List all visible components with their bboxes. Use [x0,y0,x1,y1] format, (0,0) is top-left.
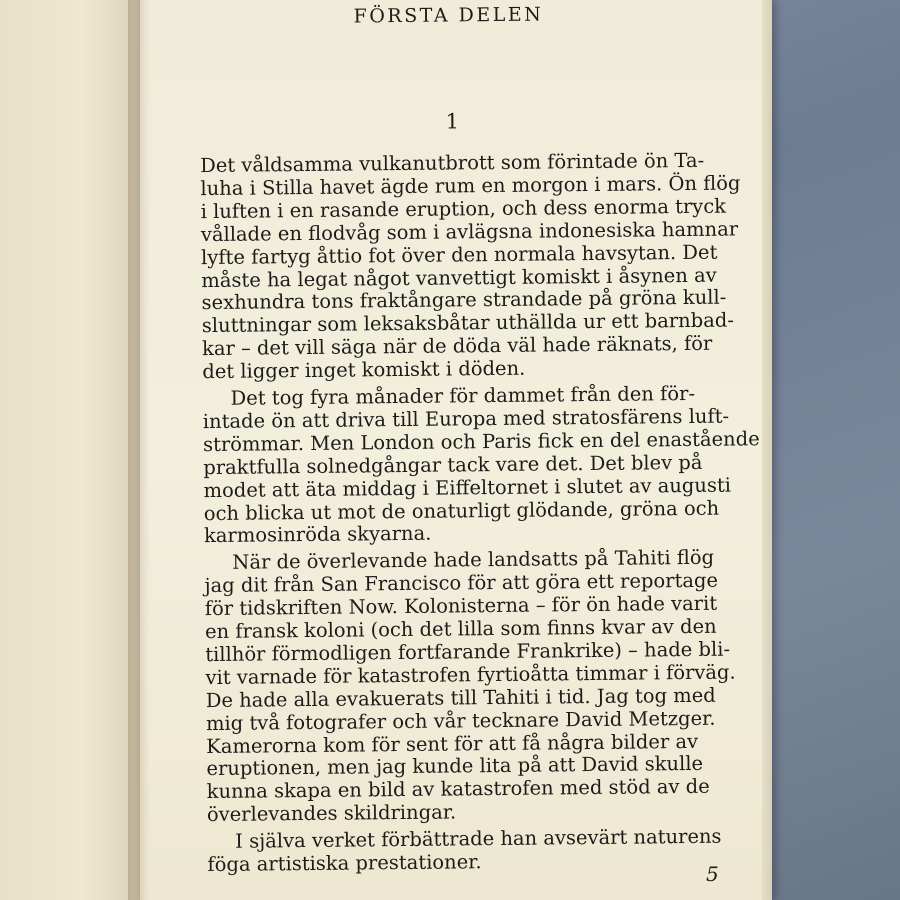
chapter-number: 1 [445,109,460,134]
text-line: I själva verket förbättrade han avsevärt naturens [235,824,722,853]
text-line: det ligger inget komiskt i döden. [202,356,526,384]
text-line: strömmar. Men London och Paris fick en del enastående [202,427,760,456]
text-line: vållade en flodvåg som i avlägsna indonesiska hamnar [200,217,739,246]
text-line: vit varnade för katastrofen fyrtioåtta timmar i förväg. [205,660,736,689]
text-line: När de överlevande hade landsatts på Tahiti flög [232,546,715,575]
text-line: sluttningar som leksaksbåtar uthällda ur ett barnbad- [201,308,734,338]
text-line: överlevandes skildringar. [206,800,457,827]
text-line: Det våldsamma vulkanutbrott som förintade ön Ta- [200,148,705,178]
text-line: föga artistiska prestationer. [207,850,482,877]
text-line: praktfulla solnedgångar tack vare det. Det blev på [203,450,703,479]
left-page [0,0,140,900]
book-gutter [128,0,150,900]
text-line: intade ön att driva till Europa med stratosfärens luft- [202,404,730,433]
text-line: en fransk koloni (och det lilla som finns kvar av den [204,614,717,644]
text-line: kar – det vill säga när de döda väl hade räknats, för [201,331,713,361]
text-line: för tidskriften Now. Kolonisterna – för ön hade varit [204,591,718,621]
text-line: modet att äta middag i Eiffeltornet i slutet av augusti [203,473,732,502]
text-line: lyfte fartyg åttio fot över den normala havsytan. Det [200,240,718,269]
text-line: kunna skapa en bild av katastrofen med stöd av de [206,775,710,804]
text-line: Det tog fyra månader för dammet från den för- [230,381,696,410]
part-title: FÖRSTA DELEN [353,3,544,28]
text-line: karmosinröda skyarna. [203,522,432,548]
text-line: och blicka ut mot de onaturligt glödande, gröna och [203,496,720,525]
text-line: tillhör förmodligen fortfarande Frankrike) – hade bli- [205,637,731,666]
text-line: luha i Stilla havet ägde rum en morgon i mars. Ön flög [200,171,741,200]
text-line: i luften i en rasande eruption, och dess enorma tryck [200,194,727,223]
text-line: mig två fotografer och vår tecknare David Metzger. [205,706,716,735]
text-line: jag dit från San Francisco för att göra ett reportage [204,568,719,598]
text-line: Kamerorna kom för sent för att få några bilder av [206,729,699,758]
text-line: De hade alla evakuerats till Tahiti i tid. Jag tog med [205,683,716,712]
page-edge [762,0,772,900]
text-line: måste ha legat något vanvettigt komiskt i åsynen av [201,263,717,292]
page-number: 5 [706,862,719,886]
text-line: eruptionen, men jag kunde lita på att David skulle [206,752,704,781]
text-line: sexhundra tons fraktångare strandade på gröna kull- [201,285,727,315]
